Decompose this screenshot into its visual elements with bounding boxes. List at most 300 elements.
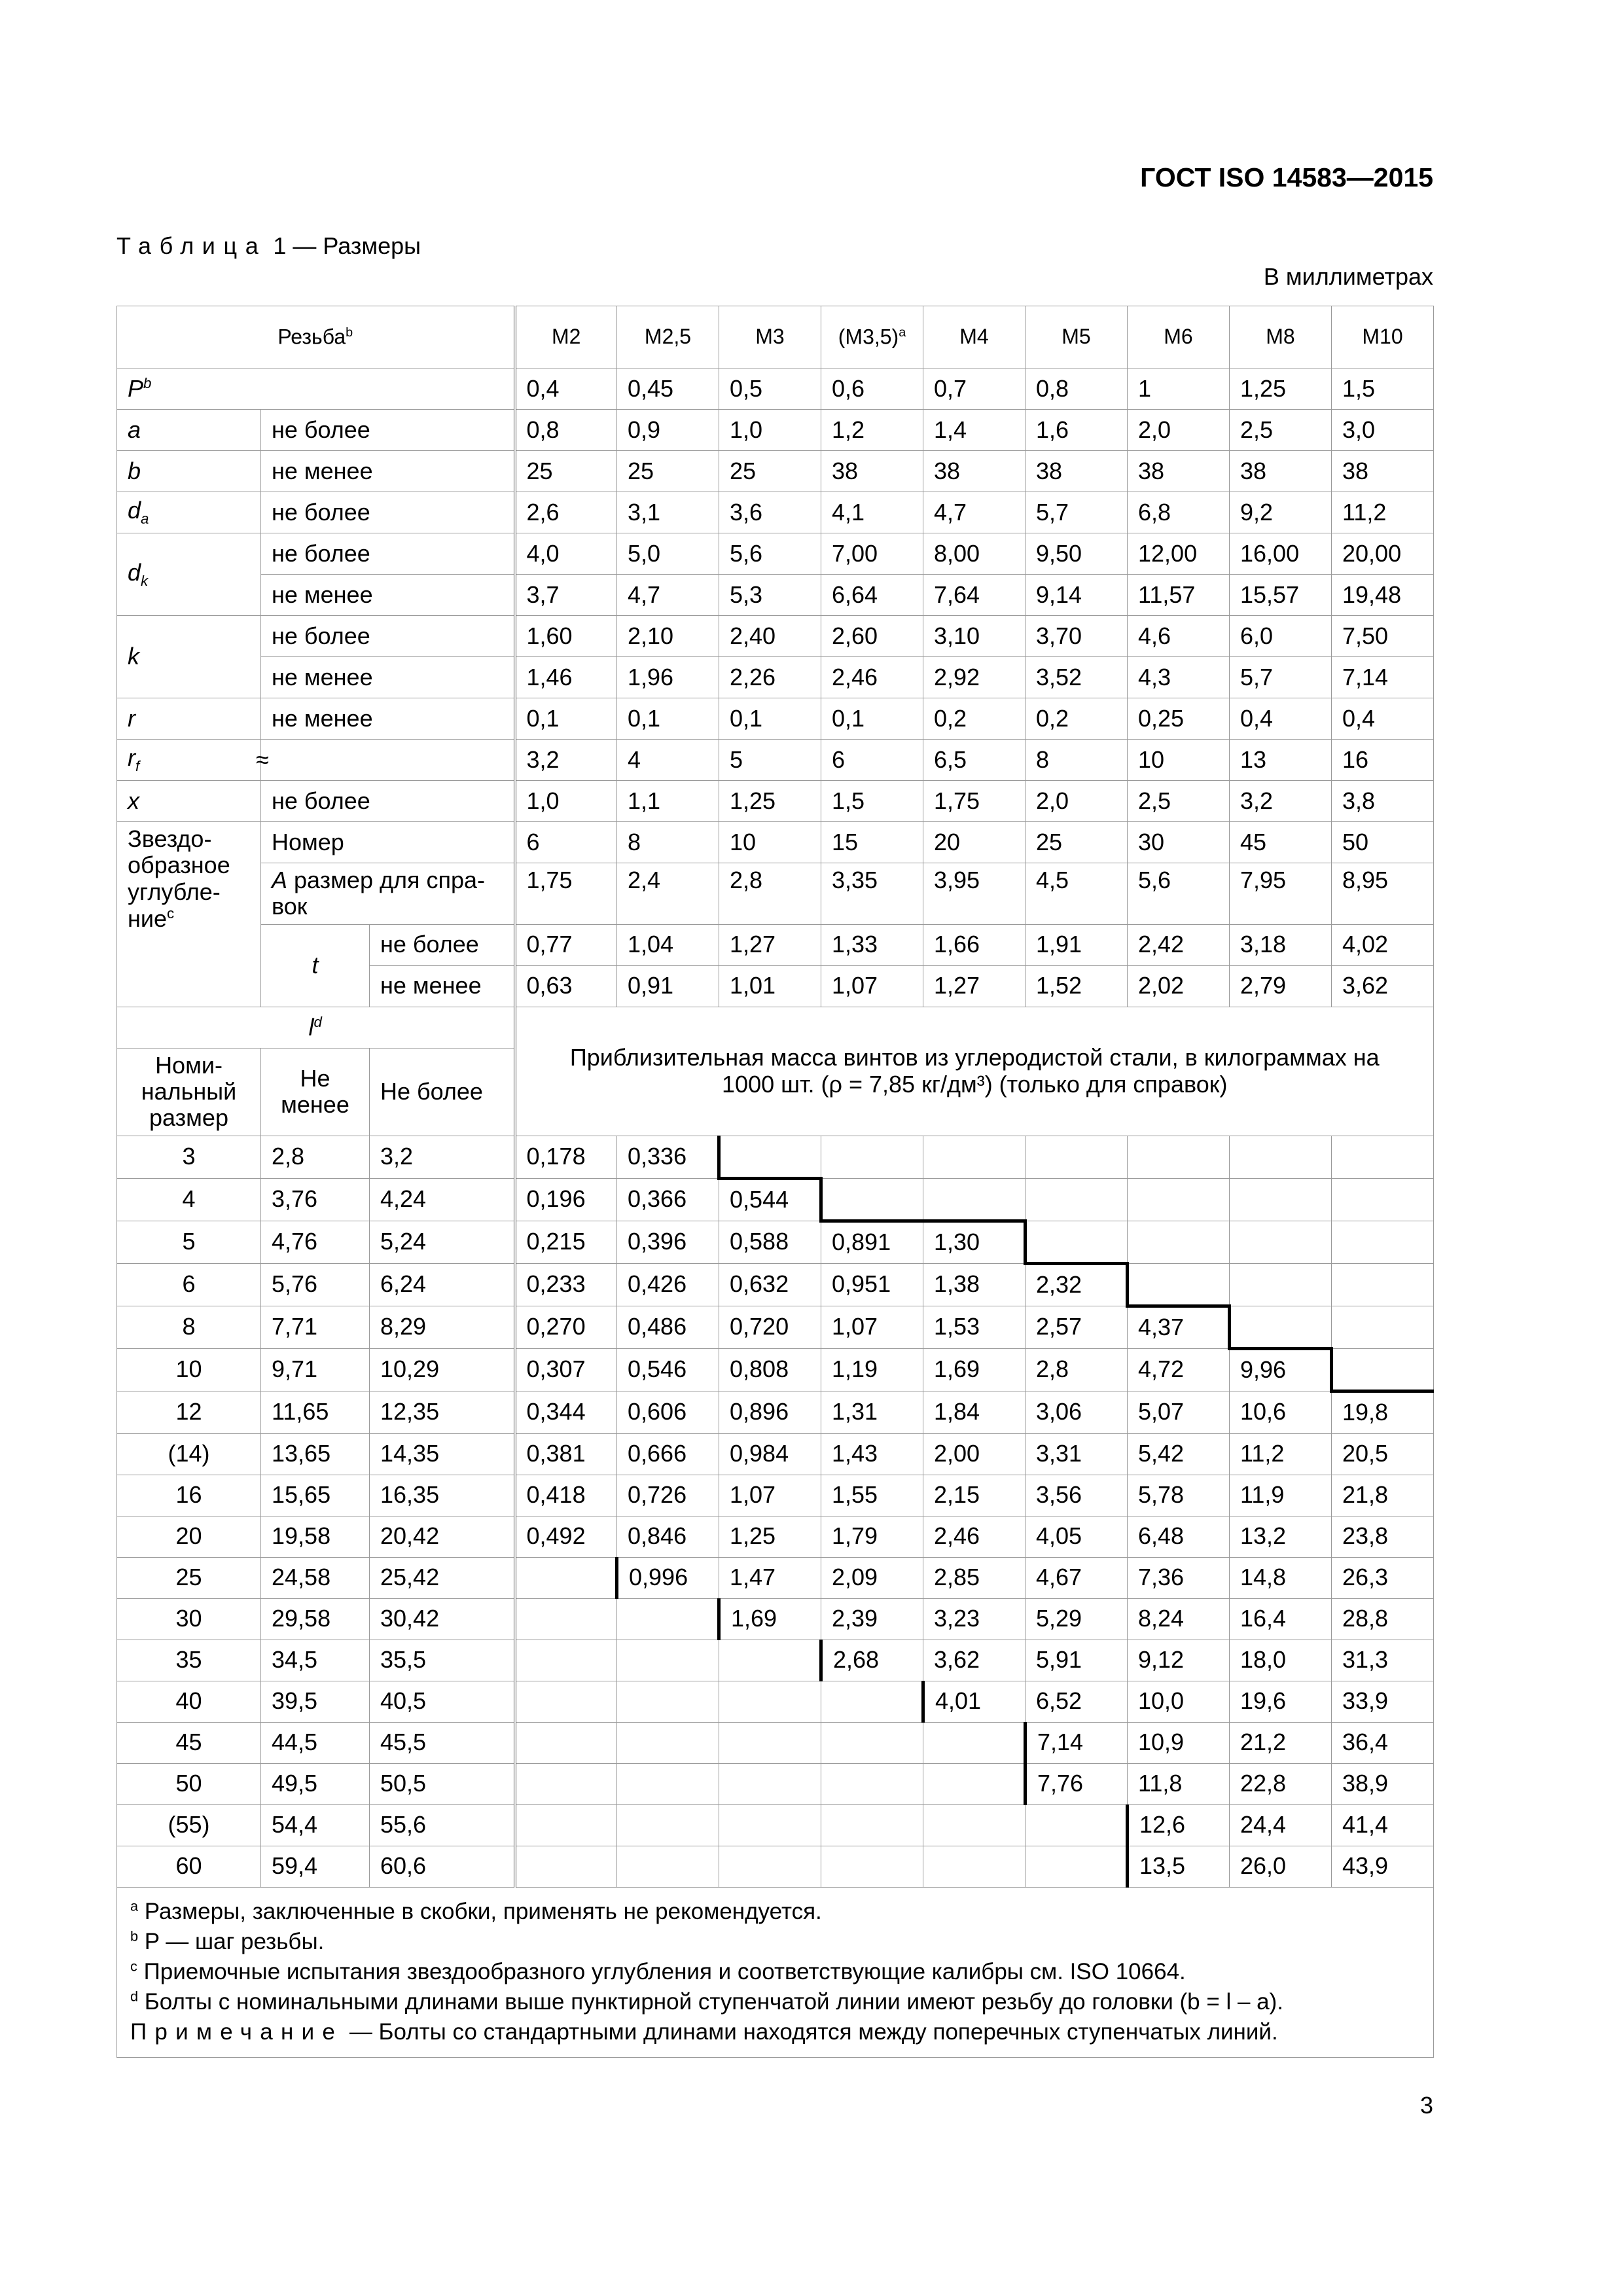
value-cell: 2,60 bbox=[821, 616, 923, 657]
size-header bbox=[1230, 306, 1332, 368]
mass-header: Приблизительная масса винтов из углеродистой стали, в килограммах на 1000 шт. (ρ = 7,85 кг/дм³) (только для справок) bbox=[515, 1007, 1434, 1136]
mass-value: 1,30 bbox=[923, 1221, 1026, 1263]
size-sup: a bbox=[899, 325, 906, 340]
mass-value: 1,79 bbox=[821, 1516, 923, 1557]
value-cell: 3,95 bbox=[923, 863, 1026, 925]
value-cell: 0,5 bbox=[719, 368, 821, 410]
recess-a-label bbox=[261, 863, 515, 925]
value-cell: 0,25 bbox=[1128, 698, 1230, 740]
mass-value: 5,29 bbox=[1026, 1598, 1128, 1640]
value-cell: 1,27 bbox=[923, 965, 1026, 1007]
mass-value bbox=[515, 1846, 617, 1887]
value-cell: 38 bbox=[1128, 451, 1230, 492]
min-length: 4,76 bbox=[261, 1221, 370, 1263]
value-cell: 12,00 bbox=[1128, 533, 1230, 575]
min-length: 49,5 bbox=[261, 1763, 370, 1804]
value-cell: 8,00 bbox=[923, 533, 1026, 575]
value-cell: 2,26 bbox=[719, 657, 821, 698]
mass-value: 0,588 bbox=[719, 1221, 821, 1263]
mass-value bbox=[1332, 1136, 1434, 1178]
mass-value: 10,0 bbox=[1128, 1681, 1230, 1722]
min-length: 19,58 bbox=[261, 1516, 370, 1557]
table-row bbox=[117, 863, 1434, 925]
min-length: 9,71 bbox=[261, 1348, 370, 1391]
param-symbol bbox=[117, 368, 515, 410]
value-cell: 2,42 bbox=[1128, 924, 1230, 965]
nominal-length: 5 bbox=[117, 1221, 261, 1263]
mass-value: 1,25 bbox=[719, 1516, 821, 1557]
value-cell: 0,2 bbox=[923, 698, 1026, 740]
value-cell: 1,27 bbox=[719, 924, 821, 965]
mass-value: 0,233 bbox=[515, 1263, 617, 1306]
mass-value bbox=[515, 1681, 617, 1722]
value-cell: 3,52 bbox=[1026, 657, 1128, 698]
size-label: M4 bbox=[959, 325, 989, 349]
mass-value bbox=[617, 1846, 719, 1887]
size-label: M6 bbox=[1164, 325, 1193, 349]
mass-value: 2,32 bbox=[1026, 1263, 1128, 1306]
value-cell: 1,75 bbox=[923, 781, 1026, 822]
caption-title: — Размеры bbox=[293, 232, 421, 259]
value-cell: 2,46 bbox=[821, 657, 923, 698]
mass-value bbox=[1332, 1348, 1434, 1391]
max-length: 25,42 bbox=[370, 1557, 515, 1598]
value-cell: 10 bbox=[719, 822, 821, 863]
mass-value: 26,3 bbox=[1332, 1557, 1434, 1598]
size-label: M3 bbox=[755, 325, 785, 349]
value-cell: 6,8 bbox=[1128, 492, 1230, 533]
table-row bbox=[117, 822, 1434, 863]
value-cell: 3,7 bbox=[515, 575, 617, 616]
nominal-length: 60 bbox=[117, 1846, 261, 1887]
mass-value bbox=[515, 1763, 617, 1804]
mass-value: 11,9 bbox=[1230, 1475, 1332, 1516]
recess-label bbox=[117, 822, 261, 1007]
value-cell: 3,35 bbox=[821, 863, 923, 925]
symbol: b bbox=[128, 457, 141, 484]
value-cell: 3,62 bbox=[1332, 965, 1434, 1007]
value-cell: 4,6 bbox=[1128, 616, 1230, 657]
mass-value bbox=[515, 1640, 617, 1681]
param-condition: не менее bbox=[261, 575, 515, 616]
mass-value bbox=[923, 1178, 1026, 1221]
value-cell: 7,00 bbox=[821, 533, 923, 575]
mass-value: 26,0 bbox=[1230, 1846, 1332, 1887]
value-cell: 1,75 bbox=[515, 863, 617, 925]
nominal-length: 30 bbox=[117, 1598, 261, 1640]
value-cell: 6 bbox=[821, 740, 923, 781]
mass-value: 28,8 bbox=[1332, 1598, 1434, 1640]
mass-value bbox=[1026, 1221, 1128, 1263]
nominal-length: 16 bbox=[117, 1475, 261, 1516]
table-row bbox=[117, 1221, 1434, 1263]
mass-value: 1,19 bbox=[821, 1348, 923, 1391]
value-cell: 20,00 bbox=[1332, 533, 1434, 575]
max-length: 16,35 bbox=[370, 1475, 515, 1516]
mass-value: 0,344 bbox=[515, 1391, 617, 1433]
mass-value: 11,2 bbox=[1230, 1433, 1332, 1475]
value-cell: 1,46 bbox=[515, 657, 617, 698]
value-cell: 0,8 bbox=[1026, 368, 1128, 410]
mass-value: 2,68 bbox=[821, 1640, 923, 1681]
max-length: 3,2 bbox=[370, 1136, 515, 1178]
table-row bbox=[117, 1722, 1434, 1763]
symbol: A bbox=[272, 867, 288, 893]
value-cell: 3,2 bbox=[1230, 781, 1332, 822]
mass-value: 1,53 bbox=[923, 1306, 1026, 1348]
value-cell: 1,96 bbox=[617, 657, 719, 698]
mass-value: 10,6 bbox=[1230, 1391, 1332, 1433]
value-cell: 2,0 bbox=[1026, 781, 1128, 822]
value-cell: 25 bbox=[719, 451, 821, 492]
table-row bbox=[117, 616, 1434, 657]
mass-value: 2,46 bbox=[923, 1516, 1026, 1557]
mass-value bbox=[1128, 1263, 1230, 1306]
mass-value: 0,726 bbox=[617, 1475, 719, 1516]
table-row bbox=[117, 1136, 1434, 1178]
value-cell: 15,57 bbox=[1230, 575, 1332, 616]
value-cell: 10 bbox=[1128, 740, 1230, 781]
mass-value bbox=[1026, 1178, 1128, 1221]
mass-value: 1,38 bbox=[923, 1263, 1026, 1306]
value-cell: 0,1 bbox=[821, 698, 923, 740]
table-row bbox=[117, 698, 1434, 740]
mass-value: 7,14 bbox=[1026, 1722, 1128, 1763]
table-row bbox=[117, 575, 1434, 616]
value-cell: 30 bbox=[1128, 822, 1230, 863]
size-header bbox=[1332, 306, 1434, 368]
param-symbol bbox=[117, 740, 261, 781]
mass-value bbox=[719, 1640, 821, 1681]
value-cell: 1,25 bbox=[1230, 368, 1332, 410]
note-label: Примечание bbox=[130, 2019, 344, 2045]
symbol: d bbox=[128, 497, 141, 524]
value-cell: 8 bbox=[617, 822, 719, 863]
size-header bbox=[1026, 306, 1128, 368]
mass-value: 5,42 bbox=[1128, 1433, 1230, 1475]
size-label: M8 bbox=[1266, 325, 1295, 349]
mass-value bbox=[617, 1598, 719, 1640]
mass-value: 0,891 bbox=[821, 1221, 923, 1263]
mass-value: 2,8 bbox=[1026, 1348, 1128, 1391]
max-length: 45,5 bbox=[370, 1722, 515, 1763]
mass-value: 6,48 bbox=[1128, 1516, 1230, 1557]
symbol-superscript: b bbox=[143, 375, 152, 392]
nominal-length: 12 bbox=[117, 1391, 261, 1433]
symbol: P bbox=[128, 375, 144, 403]
nominal-length: 40 bbox=[117, 1681, 261, 1722]
value-cell: 6,0 bbox=[1230, 616, 1332, 657]
min-length: 11,65 bbox=[261, 1391, 370, 1433]
value-cell: 1,5 bbox=[1332, 368, 1434, 410]
mass-value: 23,8 bbox=[1332, 1516, 1434, 1557]
mass-value: 19,8 bbox=[1332, 1391, 1434, 1433]
value-cell: 2,4 bbox=[617, 863, 719, 925]
value-cell: 1,1 bbox=[617, 781, 719, 822]
recess-t-symbol: t bbox=[261, 924, 370, 1007]
mass-value: 2,57 bbox=[1026, 1306, 1128, 1348]
mass-value: 7,76 bbox=[1026, 1763, 1128, 1804]
value-cell: 5,6 bbox=[1128, 863, 1230, 925]
length-header bbox=[117, 1007, 515, 1048]
value-cell: 11,2 bbox=[1332, 492, 1434, 533]
mass-value: 0,486 bbox=[617, 1306, 719, 1348]
value-cell: 2,40 bbox=[719, 616, 821, 657]
param-condition: не более bbox=[261, 616, 515, 657]
mass-value bbox=[1332, 1306, 1434, 1348]
footnote-text: P — шаг резьбы. bbox=[144, 1928, 325, 1954]
symbol-subscript: k bbox=[141, 573, 149, 590]
mass-value bbox=[1128, 1221, 1230, 1263]
mass-value: 0,418 bbox=[515, 1475, 617, 1516]
symbol: a bbox=[128, 416, 141, 443]
param-symbol bbox=[117, 698, 261, 740]
value-cell: 0,9 bbox=[617, 410, 719, 451]
size-label: M5 bbox=[1061, 325, 1091, 349]
value-cell: 4,1 bbox=[821, 492, 923, 533]
max-length: 14,35 bbox=[370, 1433, 515, 1475]
mass-value: 43,9 bbox=[1332, 1846, 1434, 1887]
nominal-length: 10 bbox=[117, 1348, 261, 1391]
param-condition: не более bbox=[261, 410, 515, 451]
value-cell: 5,6 bbox=[719, 533, 821, 575]
table-row bbox=[117, 924, 1434, 965]
value-cell: 2,79 bbox=[1230, 965, 1332, 1007]
mass-value: 20,5 bbox=[1332, 1433, 1434, 1475]
nominal-length: 45 bbox=[117, 1722, 261, 1763]
nominal-length: (55) bbox=[117, 1804, 261, 1846]
value-cell: 4,0 bbox=[515, 533, 617, 575]
nominal-length: 50 bbox=[117, 1763, 261, 1804]
param-condition: не менее bbox=[370, 965, 515, 1007]
value-cell: 0,4 bbox=[1230, 698, 1332, 740]
table-row bbox=[117, 451, 1434, 492]
mass-value: 0,666 bbox=[617, 1433, 719, 1475]
table-row bbox=[117, 1598, 1434, 1640]
param-symbol bbox=[117, 492, 261, 533]
mass-value: 4,72 bbox=[1128, 1348, 1230, 1391]
value-cell: 1,66 bbox=[923, 924, 1026, 965]
min-length: 13,65 bbox=[261, 1433, 370, 1475]
mass-value: 1,84 bbox=[923, 1391, 1026, 1433]
note-text: — Болты со стандартными длинами находятся между поперечных ступенчатых линий. bbox=[349, 2019, 1278, 2045]
mass-value bbox=[617, 1640, 719, 1681]
value-cell: 5,7 bbox=[1026, 492, 1128, 533]
value-cell: 4,02 bbox=[1332, 924, 1434, 965]
value-cell: 8,95 bbox=[1332, 863, 1434, 925]
thread-sup: b bbox=[346, 325, 353, 340]
mass-value: 2,15 bbox=[923, 1475, 1026, 1516]
min-length: 7,71 bbox=[261, 1306, 370, 1348]
mass-value bbox=[719, 1722, 821, 1763]
mass-value: 10,9 bbox=[1128, 1722, 1230, 1763]
mass-value bbox=[617, 1763, 719, 1804]
value-cell: 38 bbox=[1026, 451, 1128, 492]
value-cell: 5 bbox=[719, 740, 821, 781]
mass-value bbox=[923, 1846, 1026, 1887]
min-length: 3,76 bbox=[261, 1178, 370, 1221]
table-row bbox=[117, 1348, 1434, 1391]
mass-value: 0,366 bbox=[617, 1178, 719, 1221]
mass-value bbox=[617, 1722, 719, 1763]
footnote-b bbox=[130, 1927, 1420, 1957]
value-cell: 9,2 bbox=[1230, 492, 1332, 533]
mass-value: 0,336 bbox=[617, 1136, 719, 1178]
min-length: 54,4 bbox=[261, 1804, 370, 1846]
min-length: 24,58 bbox=[261, 1557, 370, 1598]
mass-value: 4,67 bbox=[1026, 1557, 1128, 1598]
footnote-a bbox=[130, 1897, 1420, 1927]
value-cell: 0,4 bbox=[515, 368, 617, 410]
value-cell: 0,8 bbox=[515, 410, 617, 451]
value-cell: 0,6 bbox=[821, 368, 923, 410]
max-length: 30,42 bbox=[370, 1598, 515, 1640]
size-header bbox=[923, 306, 1026, 368]
table-body bbox=[117, 306, 1434, 2058]
mass-value: 18,0 bbox=[1230, 1640, 1332, 1681]
mass-value: 2,39 bbox=[821, 1598, 923, 1640]
min-length-header: Не менее bbox=[261, 1048, 370, 1136]
value-cell: 1,6 bbox=[1026, 410, 1128, 451]
mass-value bbox=[617, 1681, 719, 1722]
value-cell: 1,60 bbox=[515, 616, 617, 657]
param-condition: не более bbox=[261, 533, 515, 575]
table-row bbox=[117, 1763, 1434, 1804]
mass-value bbox=[1128, 1136, 1230, 1178]
value-cell: 5,3 bbox=[719, 575, 821, 616]
mass-value: 2,85 bbox=[923, 1557, 1026, 1598]
value-cell: 0,63 bbox=[515, 965, 617, 1007]
length-sup: d bbox=[313, 1013, 322, 1030]
value-cell: 1,0 bbox=[515, 781, 617, 822]
mass-value bbox=[821, 1804, 923, 1846]
param-condition: не более bbox=[261, 492, 515, 533]
value-cell: 1,25 bbox=[719, 781, 821, 822]
mass-value: 11,8 bbox=[1128, 1763, 1230, 1804]
param-condition: не более bbox=[261, 781, 515, 822]
mass-value: 31,3 bbox=[1332, 1640, 1434, 1681]
mass-value bbox=[821, 1178, 923, 1221]
mass-value: 5,91 bbox=[1026, 1640, 1128, 1681]
value-cell: 1,52 bbox=[1026, 965, 1128, 1007]
param-condition: не более bbox=[370, 924, 515, 965]
value-cell: 11,57 bbox=[1128, 575, 1230, 616]
value-cell: 9,50 bbox=[1026, 533, 1128, 575]
value-cell: 16,00 bbox=[1230, 533, 1332, 575]
mass-value: 0,196 bbox=[515, 1178, 617, 1221]
nominal-length: 3 bbox=[117, 1136, 261, 1178]
value-cell: 1,2 bbox=[821, 410, 923, 451]
mass-value bbox=[821, 1846, 923, 1887]
mass-value: 1,55 bbox=[821, 1475, 923, 1516]
symbol: k bbox=[128, 643, 139, 670]
value-cell: 6,64 bbox=[821, 575, 923, 616]
value-cell: 3,18 bbox=[1230, 924, 1332, 965]
value-cell: 1,33 bbox=[821, 924, 923, 965]
mass-value: 1,69 bbox=[719, 1598, 821, 1640]
value-cell: 50 bbox=[1332, 822, 1434, 863]
value-cell: 13 bbox=[1230, 740, 1332, 781]
mass-value: 21,2 bbox=[1230, 1722, 1332, 1763]
footnotes bbox=[117, 1887, 1434, 2057]
value-cell: 6 bbox=[515, 822, 617, 863]
value-cell: 4,7 bbox=[923, 492, 1026, 533]
value-cell: 25 bbox=[1026, 822, 1128, 863]
table-row bbox=[117, 781, 1434, 822]
footnote-text: Приемочные испытания звездообразного углубления и соответствующие калибры см. ISO 10664. bbox=[143, 1958, 1186, 1984]
units-note: В миллиметрах bbox=[1263, 263, 1433, 290]
mass-value: 0,896 bbox=[719, 1391, 821, 1433]
param-symbol bbox=[117, 451, 261, 492]
value-cell: 5,7 bbox=[1230, 657, 1332, 698]
mass-value bbox=[1026, 1846, 1128, 1887]
mass-value: 36,4 bbox=[1332, 1722, 1434, 1763]
value-cell: 3,8 bbox=[1332, 781, 1434, 822]
mass-value bbox=[1026, 1804, 1128, 1846]
mass-value bbox=[1332, 1221, 1434, 1263]
mass-value: 0,426 bbox=[617, 1263, 719, 1306]
mass-value: 0,544 bbox=[719, 1178, 821, 1221]
symbol: r bbox=[128, 704, 135, 732]
value-cell: 0,4 bbox=[1332, 698, 1434, 740]
value-cell: 4 bbox=[617, 740, 719, 781]
page-number: 3 bbox=[1419, 2092, 1433, 2119]
max-length: 20,42 bbox=[370, 1516, 515, 1557]
footnote-marker: d bbox=[130, 1988, 139, 2005]
mass-value: 1,07 bbox=[821, 1306, 923, 1348]
caption-label: Таблица bbox=[116, 232, 267, 259]
value-cell: 25 bbox=[617, 451, 719, 492]
max-length: 8,29 bbox=[370, 1306, 515, 1348]
value-cell: 25 bbox=[515, 451, 617, 492]
mass-value bbox=[719, 1763, 821, 1804]
nominal-length: 8 bbox=[117, 1306, 261, 1348]
value-cell: 3,0 bbox=[1332, 410, 1434, 451]
footnote-d bbox=[130, 1987, 1420, 2017]
table-row bbox=[117, 1391, 1434, 1433]
mass-value: 3,06 bbox=[1026, 1391, 1128, 1433]
mass-value bbox=[515, 1557, 617, 1598]
nominal-length: 6 bbox=[117, 1263, 261, 1306]
value-cell: 15 bbox=[821, 822, 923, 863]
mass-value: 0,492 bbox=[515, 1516, 617, 1557]
value-cell: 1 bbox=[1128, 368, 1230, 410]
mass-value bbox=[1230, 1263, 1332, 1306]
value-cell: 3,70 bbox=[1026, 616, 1128, 657]
symbol: x bbox=[128, 787, 139, 814]
mass-value: 0,215 bbox=[515, 1221, 617, 1263]
mass-value bbox=[719, 1804, 821, 1846]
mass-value: 24,4 bbox=[1230, 1804, 1332, 1846]
size-header bbox=[719, 306, 821, 368]
param-symbol bbox=[117, 616, 261, 698]
size-header bbox=[821, 306, 923, 368]
mass-value: 5,07 bbox=[1128, 1391, 1230, 1433]
value-cell: 0,1 bbox=[719, 698, 821, 740]
value-cell: 3,1 bbox=[617, 492, 719, 533]
value-cell: 19,48 bbox=[1332, 575, 1434, 616]
mass-value: 0,178 bbox=[515, 1136, 617, 1178]
mass-value: 0,632 bbox=[719, 1263, 821, 1306]
standard-designation: ГОСТ ISO 14583—2015 bbox=[1140, 162, 1433, 192]
value-cell: 38 bbox=[1230, 451, 1332, 492]
max-length: 10,29 bbox=[370, 1348, 515, 1391]
mass-value: 9,96 bbox=[1230, 1348, 1332, 1391]
value-cell: 1,91 bbox=[1026, 924, 1128, 965]
mass-value bbox=[1128, 1178, 1230, 1221]
nominal-length: 4 bbox=[117, 1178, 261, 1221]
min-length: 44,5 bbox=[261, 1722, 370, 1763]
